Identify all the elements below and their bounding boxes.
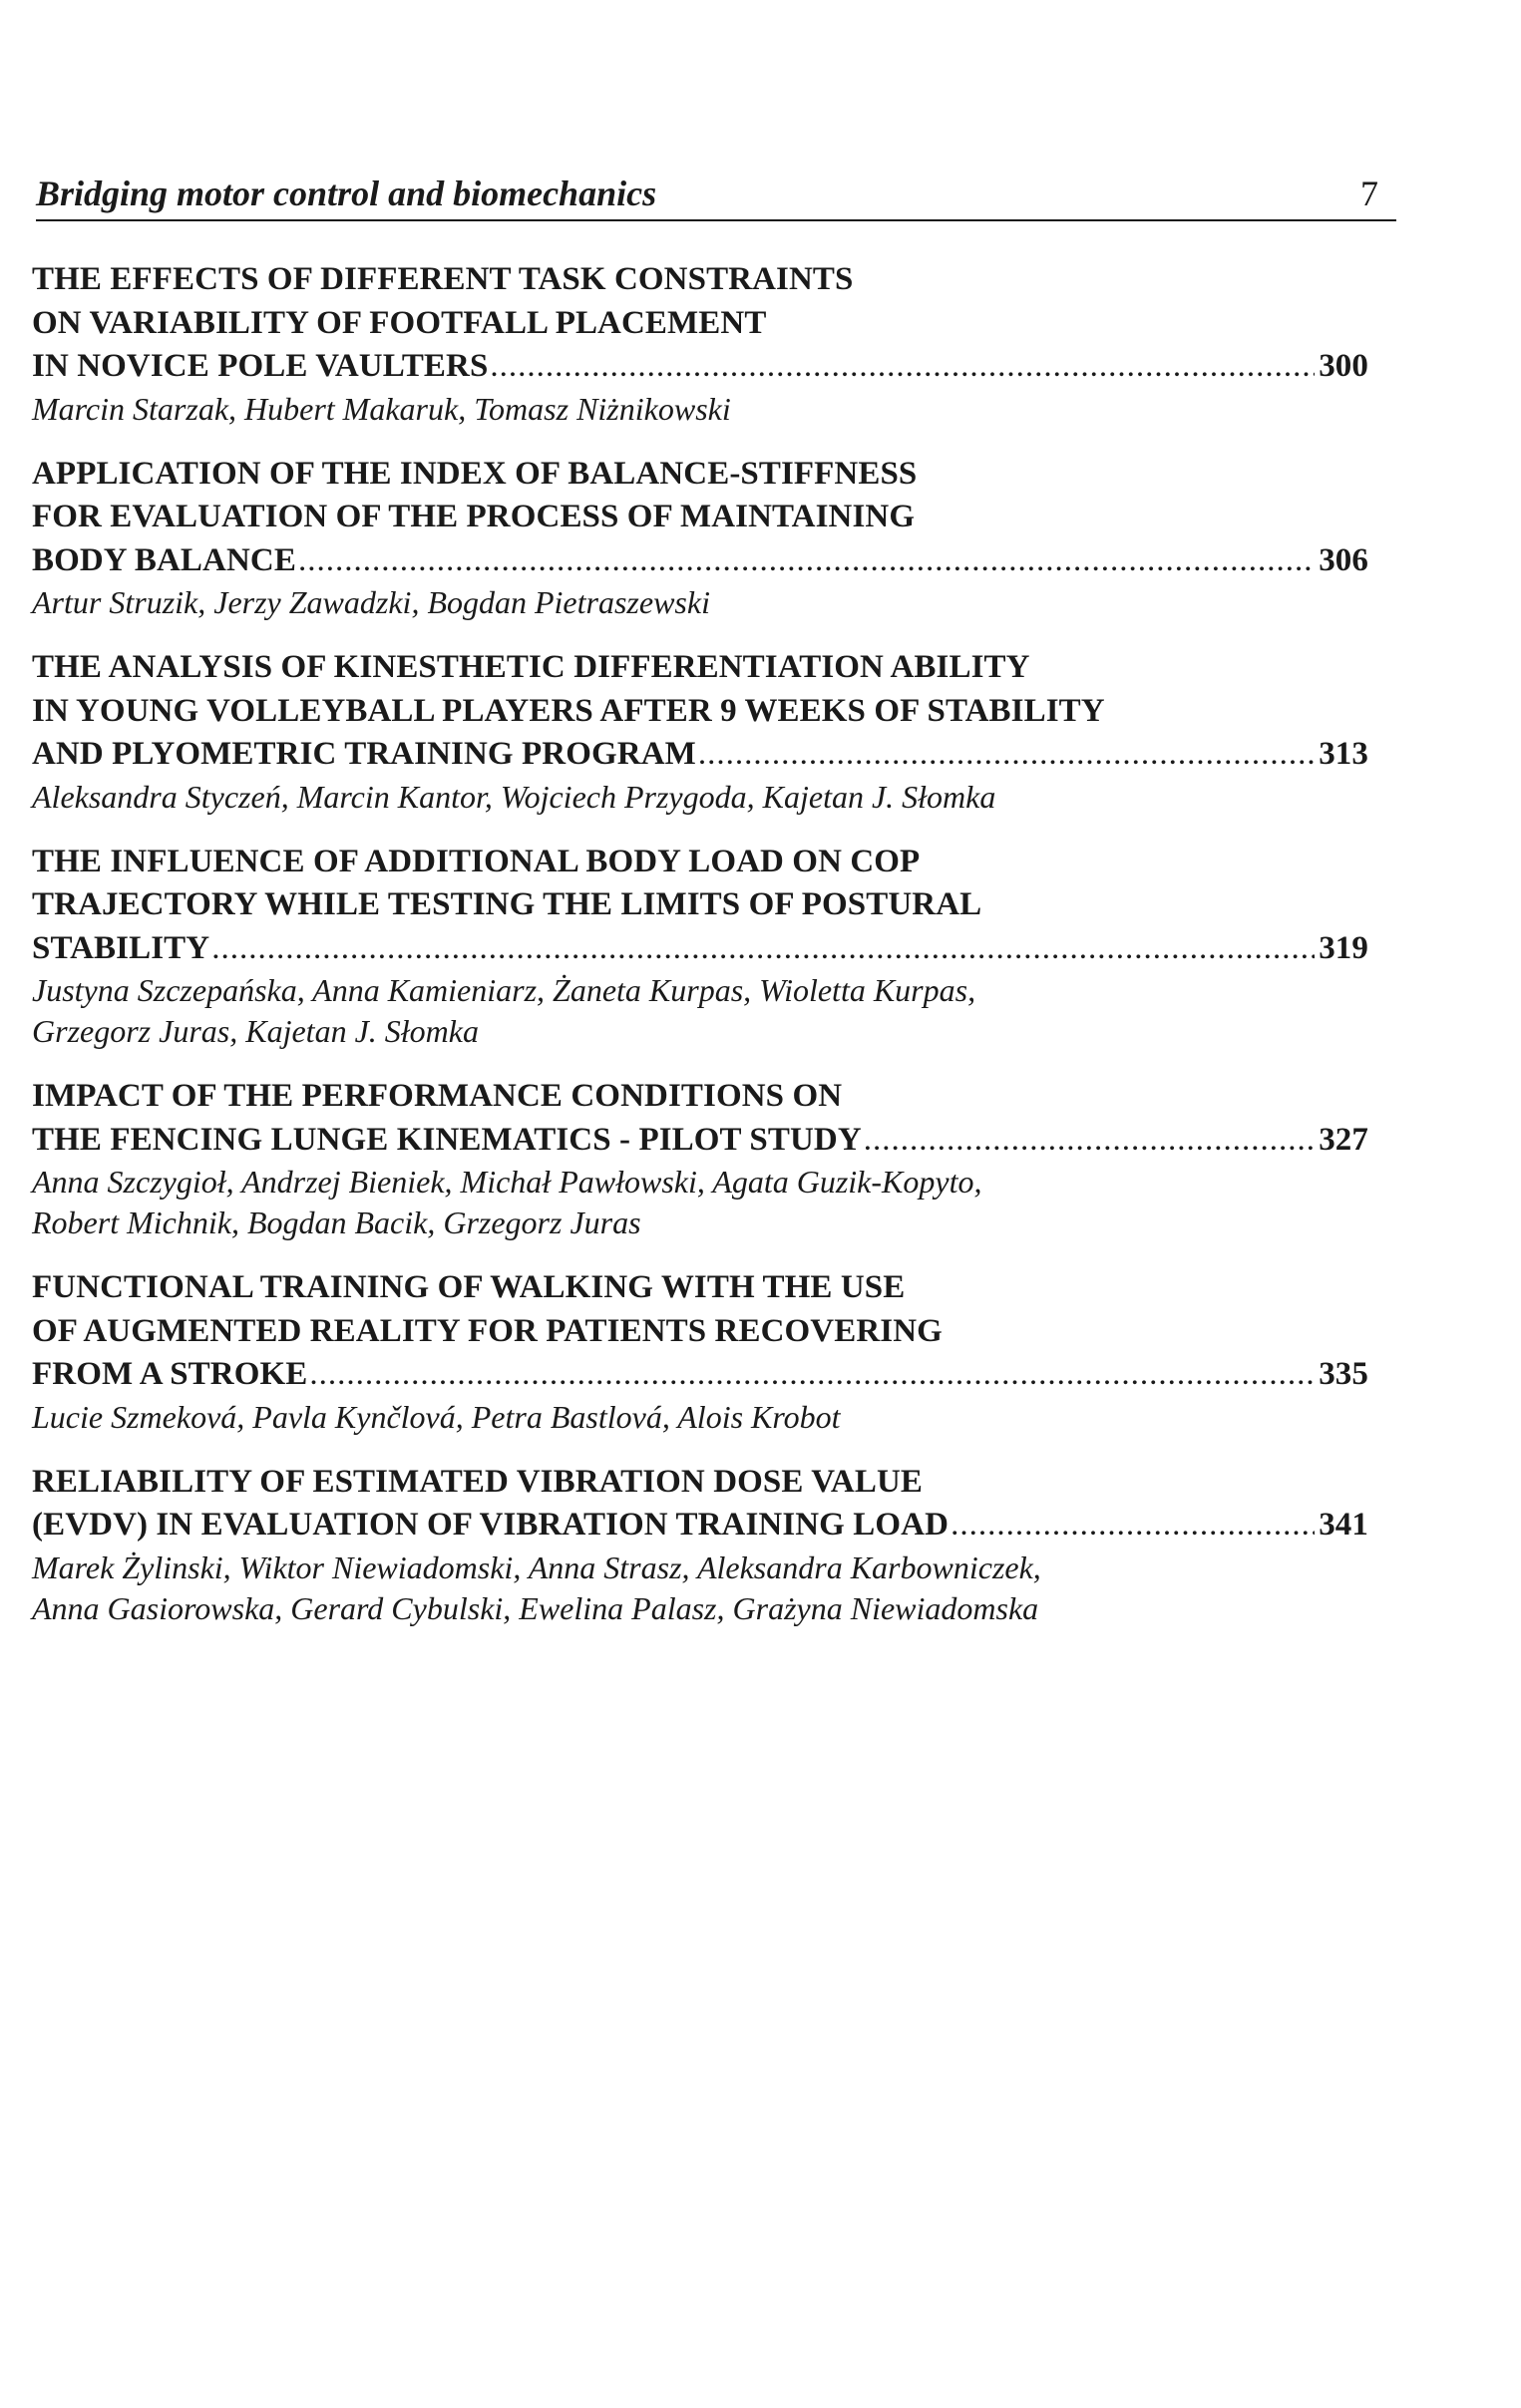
entry-title-line: TRAJECTORY WHILE TESTING THE LIMITS OF POSTURAL [32,886,982,922]
entry-title-line [32,927,1368,971]
entry-page-number: 335 [1319,1356,1368,1392]
entry-title-line: FOR EVALUATION OF THE PROCESS OF MAINTAINING [32,499,916,534]
toc-entry[interactable] [32,453,1368,624]
dot-leader [309,1353,1315,1397]
entry-title-text: STABILITY [32,929,210,966]
entry-title-text: FROM A STROKE [32,1356,308,1392]
entry-page-number: 313 [1319,736,1368,772]
entry-authors: Aleksandra Styczeń, Marcin Kantor, Wojciech Przygoda, Kajetan J. Słomka [32,778,996,815]
entry-page-number: 341 [1319,1507,1368,1543]
dot-leader [951,1504,1315,1548]
dot-leader [698,733,1315,777]
entry-authors: Justyna Szczepańska, Anna Kamieniarz, Żaneta Kurpas, Wioletta Kurpas, [32,972,976,1008]
entry-title-line [32,733,1368,777]
entry-authors: Marcin Starzak, Hubert Makaruk, Tomasz Niżnikowski [32,390,731,427]
entry-title-line [32,1353,1368,1397]
entry-title-line: OF AUGMENTED REALITY FOR PATIENTS RECOVERING [32,1312,943,1349]
toc-entry[interactable] [32,646,1368,818]
entry-authors: Artur Struzik, Jerzy Zawadzki, Bogdan Pietraszewski [32,584,710,620]
entry-page-number: 319 [1319,929,1368,966]
dot-leader [864,1119,1315,1163]
entry-title-text: (EVDV) IN EVALUATION OF VIBRATION TRAINING LOAD [32,1507,950,1543]
entry-title-line: THE EFFECTS OF DIFFERENT TASK CONSTRAINTS [32,261,854,297]
entry-title-line: THE ANALYSIS OF KINESTHETIC DIFFERENTIATION ABILITY [32,649,1030,685]
toc-entry[interactable] [32,1075,1368,1243]
entry-title-line [32,1504,1368,1548]
running-title: Bridging motor control and biomechanics [36,173,657,213]
entry-title-line: RELIABILITY OF ESTIMATED VIBRATION DOSE VALUE [32,1463,923,1500]
entry-authors: Anna Szczygioł, Andrzej Bieniek, Michał Pawłowski, Agata Guzik-Kopyto, [32,1164,982,1200]
toc-entry[interactable] [32,841,1368,1053]
toc-entry[interactable] [32,1266,1368,1438]
dot-leader [490,345,1315,389]
entry-title-line: APPLICATION OF THE INDEX OF BALANCE-STIFFNESS [32,455,918,492]
entry-authors: Marek Żylinski, Wiktor Niewiadomski, Anna Strasz, Aleksandra Karbowniczek, [32,1548,1041,1585]
entry-authors: Anna Gasiorowska, Gerard Cybulski, Ewelina Palasz, Grażyna Niewiadomska [32,1589,1039,1626]
dot-leader [298,539,1315,583]
entry-title-line [32,539,1368,583]
toc-entry[interactable] [32,258,1368,430]
entry-page-number: 327 [1319,1121,1368,1158]
entry-page-number: 300 [1319,348,1368,384]
entry-title-line [32,1119,1368,1163]
entry-title-text: IN NOVICE POLE VAULTERS [32,348,489,384]
entry-authors: Grzegorz Juras, Kajetan J. Słomka [32,1013,479,1049]
entry-authors: Robert Michnik, Bogdan Bacik, Grzegorz Juras [32,1204,641,1240]
toc-entry[interactable] [32,1461,1368,1629]
page-number: 7 [1360,173,1378,213]
entry-title-text: THE FENCING LUNGE KINEMATICS - PILOT STUDY [32,1121,862,1158]
entry-authors: Lucie Szmeková, Pavla Kynčlová, Petra Bastlová, Alois Krobot [32,1398,841,1435]
entry-title-line: THE INFLUENCE OF ADDITIONAL BODY LOAD ON COP [32,843,921,879]
table-of-contents [32,258,1368,1652]
entry-title-line: IMPACT OF THE PERFORMANCE CONDITIONS ON [32,1078,843,1114]
dot-leader [211,927,1315,971]
entry-page-number: 306 [1319,541,1368,578]
entry-title-text: AND PLYOMETRIC TRAINING PROGRAM [32,736,696,772]
entry-title-line: IN YOUNG VOLLEYBALL PLAYERS AFTER 9 WEEKS OF STABILITY [32,692,1105,729]
entry-title-line: ON VARIABILITY OF FOOTFALL PLACEMENT [32,304,767,341]
entry-title-line [32,345,1368,389]
running-header [36,168,1396,221]
entry-title-text: BODY BALANCE [32,541,296,578]
entry-title-line: FUNCTIONAL TRAINING OF WALKING WITH THE USE [32,1269,906,1305]
